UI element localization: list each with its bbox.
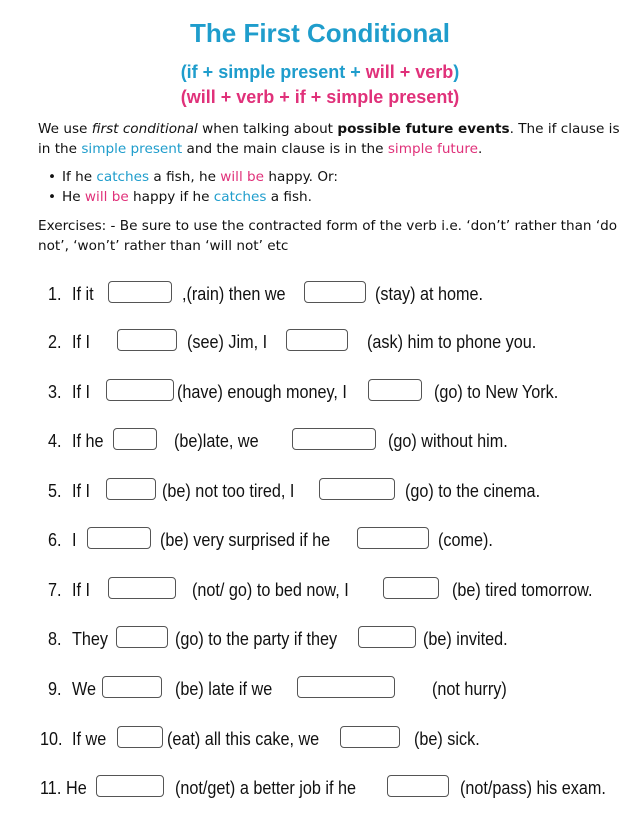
exercise-text: We bbox=[72, 679, 97, 699]
formula-line-1 bbox=[0, 62, 640, 83]
exercise-text: (see) Jim, I bbox=[187, 332, 268, 352]
exercise-number: 7. bbox=[48, 580, 62, 600]
simple-future-term: simple future bbox=[387, 141, 479, 157]
exercise-text: If I bbox=[72, 332, 91, 352]
exercise-text: If I bbox=[72, 481, 91, 501]
text: happy if he bbox=[128, 189, 214, 205]
text: a fish. bbox=[266, 189, 312, 205]
answer-box-2[interactable] bbox=[368, 379, 422, 401]
exercise-number: 5. bbox=[48, 481, 62, 501]
exercise-text: (be) late if we bbox=[175, 679, 273, 699]
exercise-item bbox=[0, 475, 640, 509]
exercise-item bbox=[0, 772, 640, 806]
exercise-number: 2. bbox=[48, 332, 62, 352]
text: a fish, he bbox=[149, 169, 221, 185]
present-verb: catches bbox=[213, 189, 267, 205]
exercise-text: (be)late, we bbox=[174, 431, 259, 451]
exercise-text: (not/pass) his exam. bbox=[460, 778, 606, 798]
exercise-item bbox=[0, 673, 640, 707]
text: and the main clause is in the bbox=[182, 141, 388, 157]
answer-box-2[interactable] bbox=[319, 478, 395, 500]
formula-will-part: will + verb bbox=[186, 87, 275, 107]
future-verb: will be bbox=[220, 169, 265, 185]
future-verb: will be bbox=[84, 189, 129, 205]
answer-box-2[interactable] bbox=[304, 281, 366, 303]
exercise-item bbox=[0, 524, 640, 558]
text: He bbox=[62, 189, 85, 205]
exercise-item bbox=[0, 376, 640, 410]
answer-box-2[interactable] bbox=[286, 329, 348, 351]
exercise-text: If he bbox=[72, 431, 104, 451]
exercise-text: I bbox=[72, 530, 77, 550]
exercise-text: (stay) at home. bbox=[375, 284, 484, 304]
example-bullet bbox=[48, 187, 312, 207]
answer-box-2[interactable] bbox=[383, 577, 439, 599]
exercise-text: (be) invited. bbox=[423, 629, 508, 649]
exercise-text: (not/ go) to bed now, I bbox=[192, 580, 349, 600]
exercise-text: (be) sick. bbox=[414, 729, 480, 749]
text: We use bbox=[38, 121, 92, 137]
text: happy. Or: bbox=[264, 169, 338, 185]
text: when talking about bbox=[197, 121, 338, 137]
exercise-text: (be) tired tomorrow. bbox=[452, 580, 593, 600]
answer-box-2[interactable] bbox=[292, 428, 376, 450]
exercise-text: They bbox=[72, 629, 109, 649]
formula-part: ) bbox=[453, 62, 460, 82]
answer-box-1[interactable] bbox=[102, 676, 162, 698]
exercise-item bbox=[0, 278, 640, 312]
exercise-text: He bbox=[66, 778, 87, 798]
exercise-text: (ask) him to phone you. bbox=[367, 332, 537, 352]
formula-part: + if + simple present) bbox=[274, 87, 460, 107]
answer-box-1[interactable] bbox=[113, 428, 157, 450]
exercises-note: Exercises: - Be sure to use the contracted form of the verb i.e. ‘don’t’ rather than ‘do not’, ‘won’t’ rather than ‘will not’ etc bbox=[38, 218, 618, 254]
exercise-number: 3. bbox=[48, 382, 62, 402]
answer-box-1[interactable] bbox=[108, 577, 176, 599]
exercise-number: 4. bbox=[48, 431, 62, 451]
exercise-item bbox=[0, 425, 640, 459]
exercise-item bbox=[0, 623, 640, 657]
exercise-number: 9. bbox=[48, 679, 62, 699]
text-bold: possible future events bbox=[337, 121, 510, 137]
answer-box-1[interactable] bbox=[116, 626, 168, 648]
exercise-text: (go) to the party if they bbox=[175, 629, 338, 649]
exercise-text: (go) to the cinema. bbox=[405, 481, 541, 501]
answer-box-1[interactable] bbox=[108, 281, 172, 303]
exercise-text: (come). bbox=[438, 530, 493, 550]
answer-box-1[interactable] bbox=[117, 726, 163, 748]
text: . bbox=[478, 141, 483, 157]
formula-line-2 bbox=[0, 87, 640, 108]
answer-box-1[interactable] bbox=[117, 329, 177, 351]
answer-box-1[interactable] bbox=[106, 478, 156, 500]
exercise-text: If we bbox=[72, 729, 107, 749]
text-italic: first conditional bbox=[91, 121, 198, 137]
formula-will-part: will + verb bbox=[365, 62, 454, 82]
exercise-item bbox=[0, 326, 640, 360]
answer-box-2[interactable] bbox=[340, 726, 400, 748]
formula-part: (if + simple present + bbox=[180, 62, 366, 82]
exercise-text: (go) to New York. bbox=[434, 382, 559, 402]
exercise-text: If I bbox=[72, 382, 91, 402]
exercise-number: 8. bbox=[48, 629, 62, 649]
exercise-text: If it bbox=[72, 284, 94, 304]
bullet-icon: • bbox=[48, 189, 57, 205]
exercise-number: 1. bbox=[48, 284, 62, 304]
answer-box-1[interactable] bbox=[96, 775, 164, 797]
exercise-text: (not hurry) bbox=[432, 679, 507, 699]
formula-part: ( bbox=[180, 87, 187, 107]
example-bullet bbox=[48, 167, 338, 187]
exercise-item bbox=[0, 723, 640, 757]
answer-box-2[interactable] bbox=[297, 676, 395, 698]
exercise-text: If I bbox=[72, 580, 91, 600]
intro-paragraph bbox=[38, 119, 628, 159]
simple-present-term: simple present bbox=[81, 141, 183, 157]
exercise-text: (eat) all this cake, we bbox=[167, 729, 320, 749]
exercise-text: (be) not too tired, I bbox=[162, 481, 295, 501]
answer-box-2[interactable] bbox=[387, 775, 449, 797]
answer-box-1[interactable] bbox=[87, 527, 151, 549]
exercise-item bbox=[0, 574, 640, 608]
exercise-text: ,(rain) then we bbox=[182, 284, 286, 304]
exercise-text: (have) enough money, I bbox=[177, 382, 347, 402]
page-title: The First Conditional bbox=[190, 18, 450, 48]
exercise-number: 11. bbox=[40, 778, 62, 798]
text: . The if clause is in the bbox=[38, 121, 620, 157]
exercise-text: (be) very surprised if he bbox=[160, 530, 331, 550]
answer-box-1[interactable] bbox=[106, 379, 174, 401]
bullet-icon: • bbox=[48, 169, 57, 185]
text: If he bbox=[62, 169, 97, 185]
exercise-text: (go) without him. bbox=[388, 431, 508, 451]
answer-box-2[interactable] bbox=[357, 527, 429, 549]
exercise-number: 10. bbox=[40, 729, 63, 749]
exercise-number: 6. bbox=[48, 530, 62, 550]
exercise-text: (not/get) a better job if he bbox=[175, 778, 357, 798]
present-verb: catches bbox=[96, 169, 150, 185]
answer-box-2[interactable] bbox=[358, 626, 416, 648]
